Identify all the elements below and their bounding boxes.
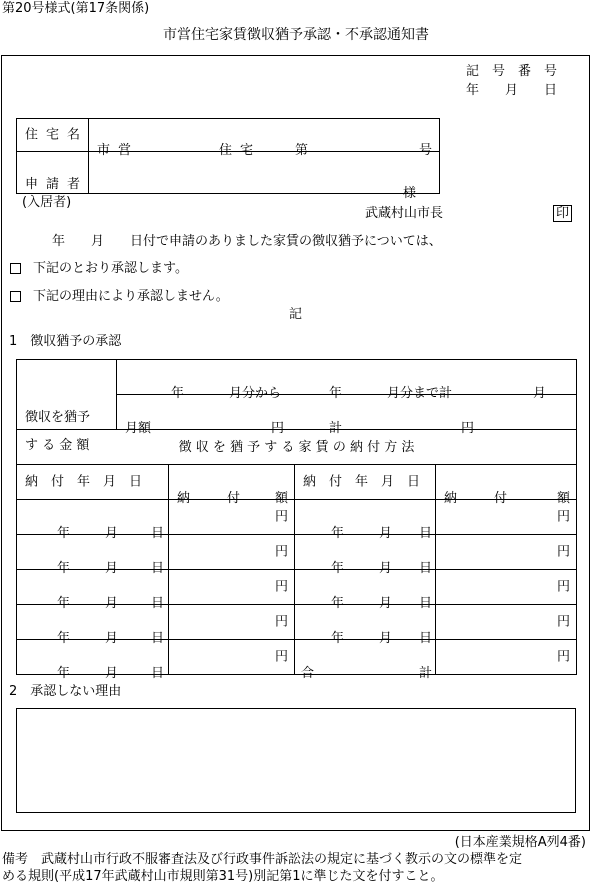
col-amount-right: 納 付 額 [436, 465, 577, 500]
housing-text: 住宅 [219, 143, 262, 158]
remarks-line-1: 備考 武蔵村山市行政不服審査法及び行政事件訴訟法の規定に基づく教示の文の標準を定 [2, 852, 523, 867]
method-title: 徴 収 を 猶 予 す る 家 賃 の 納 付 方 法 [17, 430, 577, 465]
period-from: 月分から [229, 386, 282, 401]
table-row-total: 年 月 日 円 合 計 円 [17, 640, 577, 675]
document-title: 市営住宅家賃徴収猶予承認・不承認通知書 [163, 27, 429, 43]
amount-label-2: す る 金 額 [25, 437, 90, 453]
monthly-label: 月額 [125, 421, 152, 436]
table-row: 年 月 日 円 年 月 日 円 [17, 605, 577, 640]
monthly-row [117, 395, 577, 436]
period-year2: 年 [329, 386, 343, 401]
table-row: 年 月 日 円 年 月 日 円 [17, 570, 577, 605]
table-row: 年 月 日 円 年 月 日 円 [17, 535, 577, 570]
form-number: 第20号様式(第17条関係) [2, 1, 150, 16]
ref-date: 年 月 日 [466, 83, 558, 98]
period-row [117, 360, 577, 401]
ki-heading: 記 [289, 307, 303, 322]
paper-standard: (日本産業規格A列4番) [454, 835, 586, 850]
amount-label-1: 徴収を猶予 [25, 409, 91, 425]
period-year1: 年 [171, 386, 185, 401]
deferral-table [16, 359, 577, 681]
col-date-right: 納 付 年 月 日 [295, 465, 436, 500]
mayor-name: 武蔵村山市長 [365, 206, 444, 221]
period-to: 月分まで計 [387, 386, 453, 401]
sama-text: 様 [403, 185, 417, 201]
col-date-left: 納 付 年 月 日 [17, 465, 169, 500]
go-text: 号 [419, 143, 433, 158]
approve-label: 下記のとおり承認します。 [33, 261, 188, 276]
remarks-line-2: める規則(平成17年武蔵村山市規則第31号)別記第1に準じた文を付すこと。 [2, 869, 444, 884]
reject-label: 下記の理由により承認しません。 [33, 289, 229, 304]
intro-text: 年 月 日付で申請のありました家賃の徴収猶予については、 [52, 234, 442, 249]
approve-checkbox[interactable] [10, 263, 21, 274]
col-amount-left: 納 付 額 [169, 465, 295, 500]
applicant-label [17, 152, 89, 210]
city-text: 市営 [97, 143, 140, 158]
amount-label [17, 360, 117, 453]
monthly-yen: 円 [271, 421, 285, 436]
applicant-table [16, 118, 440, 210]
ref-number: 記 号 番 号 [466, 64, 558, 79]
seal-mark: 印 [553, 205, 572, 222]
table-row: 年 月 日 円 年 月 日 円 [17, 500, 577, 535]
applicant-label-1: 申請者 [25, 176, 89, 192]
section2-heading: 2 承認しない理由 [9, 684, 122, 699]
reject-checkbox[interactable] [10, 291, 21, 302]
option-approve [10, 262, 188, 275]
total-cell: 合 計 [295, 640, 436, 675]
reason-box[interactable] [16, 708, 576, 813]
housing-name-field [89, 119, 440, 158]
housing-name-label: 住宅名 [17, 119, 89, 152]
dai-text: 第 [295, 143, 309, 158]
applicant-name-field [89, 152, 440, 201]
period-months: 月 [533, 386, 547, 401]
section1-heading: 1 徴収猶予の承認 [9, 334, 122, 349]
option-reject [10, 290, 229, 303]
total-yen: 円 [461, 421, 475, 436]
applicant-label-2: (入居者) [22, 194, 72, 210]
total-label: 計 [329, 421, 343, 436]
column-header-row [17, 465, 577, 500]
